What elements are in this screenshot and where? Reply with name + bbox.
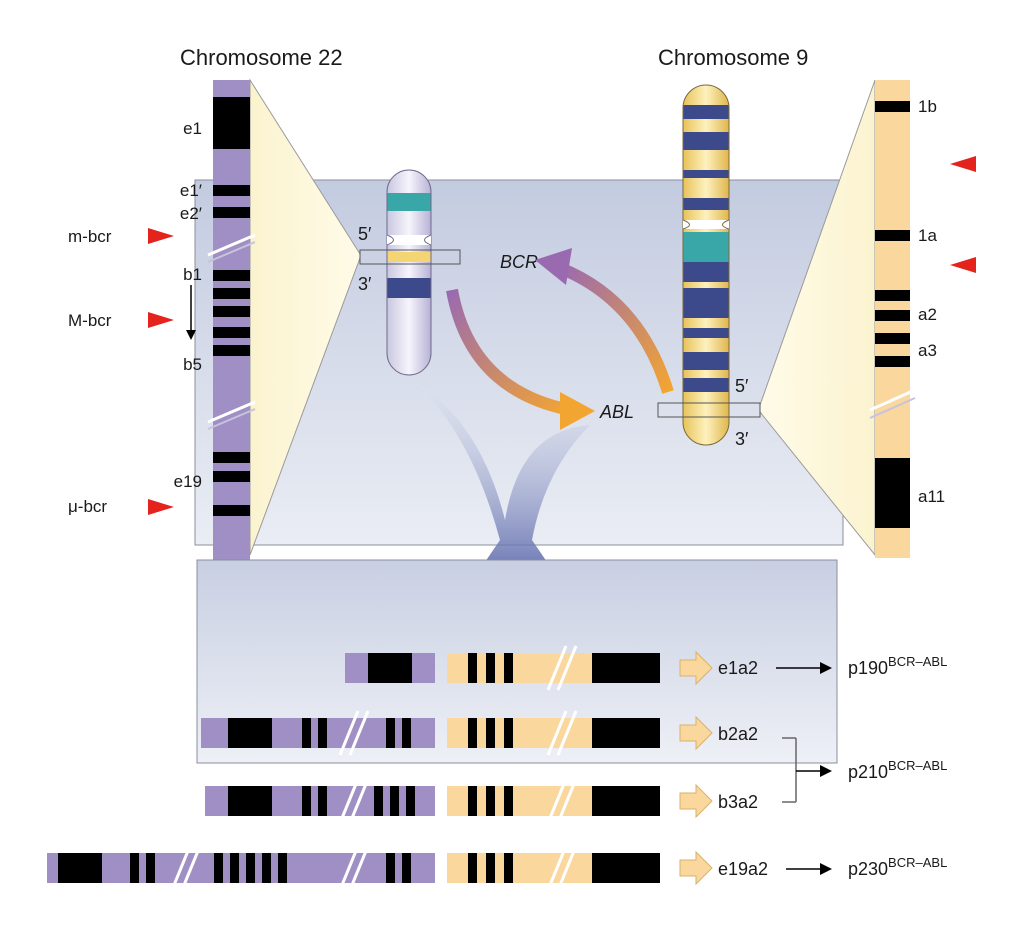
m-bcr-marker-icon — [148, 228, 174, 244]
mu-bcr-marker-icon — [148, 499, 174, 515]
chr22-band-strip — [208, 80, 255, 565]
chromosome-22-title: Chromosome 22 — [180, 45, 343, 70]
protein-p230: $p230^{BCR-ABL}$ — [848, 855, 948, 879]
band-e1: e1 — [183, 119, 202, 138]
chr22-5prime-label: 5′ — [358, 224, 372, 244]
m-bcr-label: m-bcr — [68, 227, 112, 246]
transcript-name-b2a2: b2a2 — [718, 724, 759, 744]
band-1b: 1b — [918, 97, 937, 116]
chromosome-9-icon — [683, 85, 729, 445]
band-e19: e19 — [173, 472, 202, 491]
chr9-5prime-label: 5′ — [735, 376, 749, 396]
abl-gene-label: ABL — [600, 402, 635, 422]
transcript-name-e19a2: e19a2 — [718, 859, 769, 879]
chromosome-22-icon — [387, 170, 431, 375]
band-b1: b1 — [183, 265, 202, 284]
chr9-upper-marker-icon — [950, 156, 976, 172]
M-bcr-marker-icon — [148, 312, 174, 328]
band-e2-prime: e2′ — [179, 204, 202, 223]
M-bcr-label: M-bcr — [68, 311, 112, 330]
band-a3: a3 — [918, 341, 937, 360]
chr9-band-strip — [870, 80, 915, 558]
band-a2: a2 — [918, 305, 937, 324]
transcript-e19a2 — [47, 846, 712, 890]
chromosome-9-title: Chromosome 9 — [658, 45, 809, 70]
protein-p210: $p210^{BCR-ABL}$ — [848, 758, 948, 782]
e19a2-protein-arrow-icon — [786, 863, 832, 875]
band-b5: b5 — [183, 355, 202, 374]
band-e1-prime: e1′ — [179, 181, 202, 200]
mu-bcr-label: μ-bcr — [68, 497, 108, 516]
transcript-b3a2 — [205, 779, 712, 823]
protein-p190: $p190^{BCR-ABL}$ — [848, 654, 948, 678]
transcript-name-b3a2: b3a2 — [718, 792, 759, 812]
band-1a: 1a — [918, 226, 937, 245]
chr22-3prime-label: 3′ — [358, 274, 372, 294]
chr9-lower-marker-icon — [950, 257, 976, 273]
transcript-name-e1a2: e1a2 — [718, 658, 759, 678]
chr9-3prime-label: 3′ — [735, 429, 749, 449]
band-a11: a11 — [918, 487, 946, 506]
bcr-gene-label: BCR — [500, 252, 539, 272]
